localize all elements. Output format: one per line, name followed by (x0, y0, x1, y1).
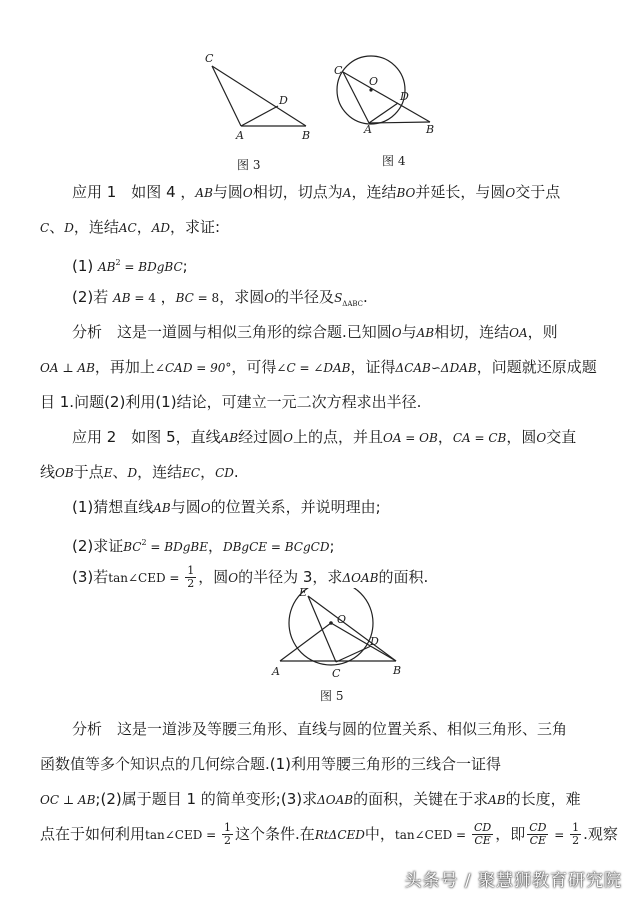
analysis2-line3: OC ⊥ AB;(2)属于题目 1 的简单变形;(3)求ΔOAB的面积，关键在于求AB的长度，难 (40, 790, 581, 808)
fig3-label-d: D (279, 94, 288, 107)
fig5-label-o: O (337, 613, 347, 626)
fig5-label-c: C (332, 667, 341, 680)
app1-question-2: (2)若 AB = 4 ，BC = 8，求圆O的半径及$S_{\Delta ABC}$. (72, 288, 368, 308)
analysis1-line1: 分析 这是一道圆与相似三角形的综合题.已知圆O与AB相切，连结OA，则 (72, 323, 558, 341)
fig5-label-a: A (272, 665, 280, 678)
fig3-label-a: A (236, 129, 244, 142)
fig4-label-o: O (369, 75, 379, 88)
fig4-label-b: B (426, 123, 435, 136)
app2-question-2: (2)求证$BC^2$ = BDgBE，DBgCE = BCgCD; (72, 537, 335, 555)
watermark-footer: 头条号 / 聚慧狮教育研究院 (404, 871, 622, 891)
top-figures (0, 0, 640, 175)
app1-line1: 应用 1 如图 4 ，AB与圆O相切，切点为A，连结BO并延长，与圆O交于点 (72, 183, 561, 201)
analysis2-line2: 函数值等多个知识点的几何综合题.(1)利用等腰三角形的三线合一证得 (40, 755, 502, 773)
fig5-label-b: B (393, 664, 402, 677)
analysis1-line2: OA ⊥ AB，再加上∠CAD = 90°，可得∠C = ∠DAB，证得ΔCAB∽ΔDAB，问题就还原成题 (40, 358, 597, 376)
app2-line1: 应用 2 如图 5，直线AB经过圆O上的点，并且OA = OB，CA = CB，圆O交直 (72, 428, 577, 446)
app2-question-3: (3)若tan∠CED = $\frac{1}{2}$ ，圆O的半径为 3，求ΔOAB的面积. (72, 564, 429, 590)
app2-line2: 线OB于点E、D，连结EC，CD. (40, 463, 239, 481)
fig4-caption: 图 4 (382, 154, 406, 168)
fig4-label-d: D (400, 90, 409, 103)
fig5-caption: 图 5 (320, 689, 344, 703)
figure-4 (337, 56, 430, 124)
fig5-label-e: E (299, 588, 308, 599)
figure-5 (268, 588, 408, 688)
analysis2-line1: 分析 这是一道涉及等腰三角形、直线与圆的位置关系、相似三角形、三角 (72, 720, 568, 738)
app1-line2: C、D，连结AC，AD，求证: (40, 218, 221, 236)
fig4-label-c: C (334, 64, 343, 77)
analysis2-line4: 点在于如何利用tan∠CED = $\frac{1}{2}$ 这个条件.在RtΔCED中，tan∠CED = $\frac{CD}{CE}$ ，即 $\frac{CD}{CE}$ = $\frac{1}{2}$ .观察 (40, 821, 618, 847)
fig5-label-d: D (370, 635, 379, 648)
app2-question-1: (1)猜想直线AB与圆O的位置关系，并说明理由; (72, 498, 381, 516)
fig3-caption: 图 3 (237, 158, 261, 172)
body-text-bottom (40, 712, 618, 852)
fig4-label-a: A (364, 123, 372, 136)
analysis1-line3: 目 1.问题(2)利用(1)结论，可建立一元二次方程求出半径. (40, 393, 422, 411)
body-text-top (40, 175, 610, 595)
fig3-label-b: B (302, 129, 311, 142)
fig3-label-c: C (205, 52, 214, 65)
figure-3 (212, 66, 306, 126)
app1-question-1: (1) $AB^2$ = BDgBC; (72, 257, 188, 275)
